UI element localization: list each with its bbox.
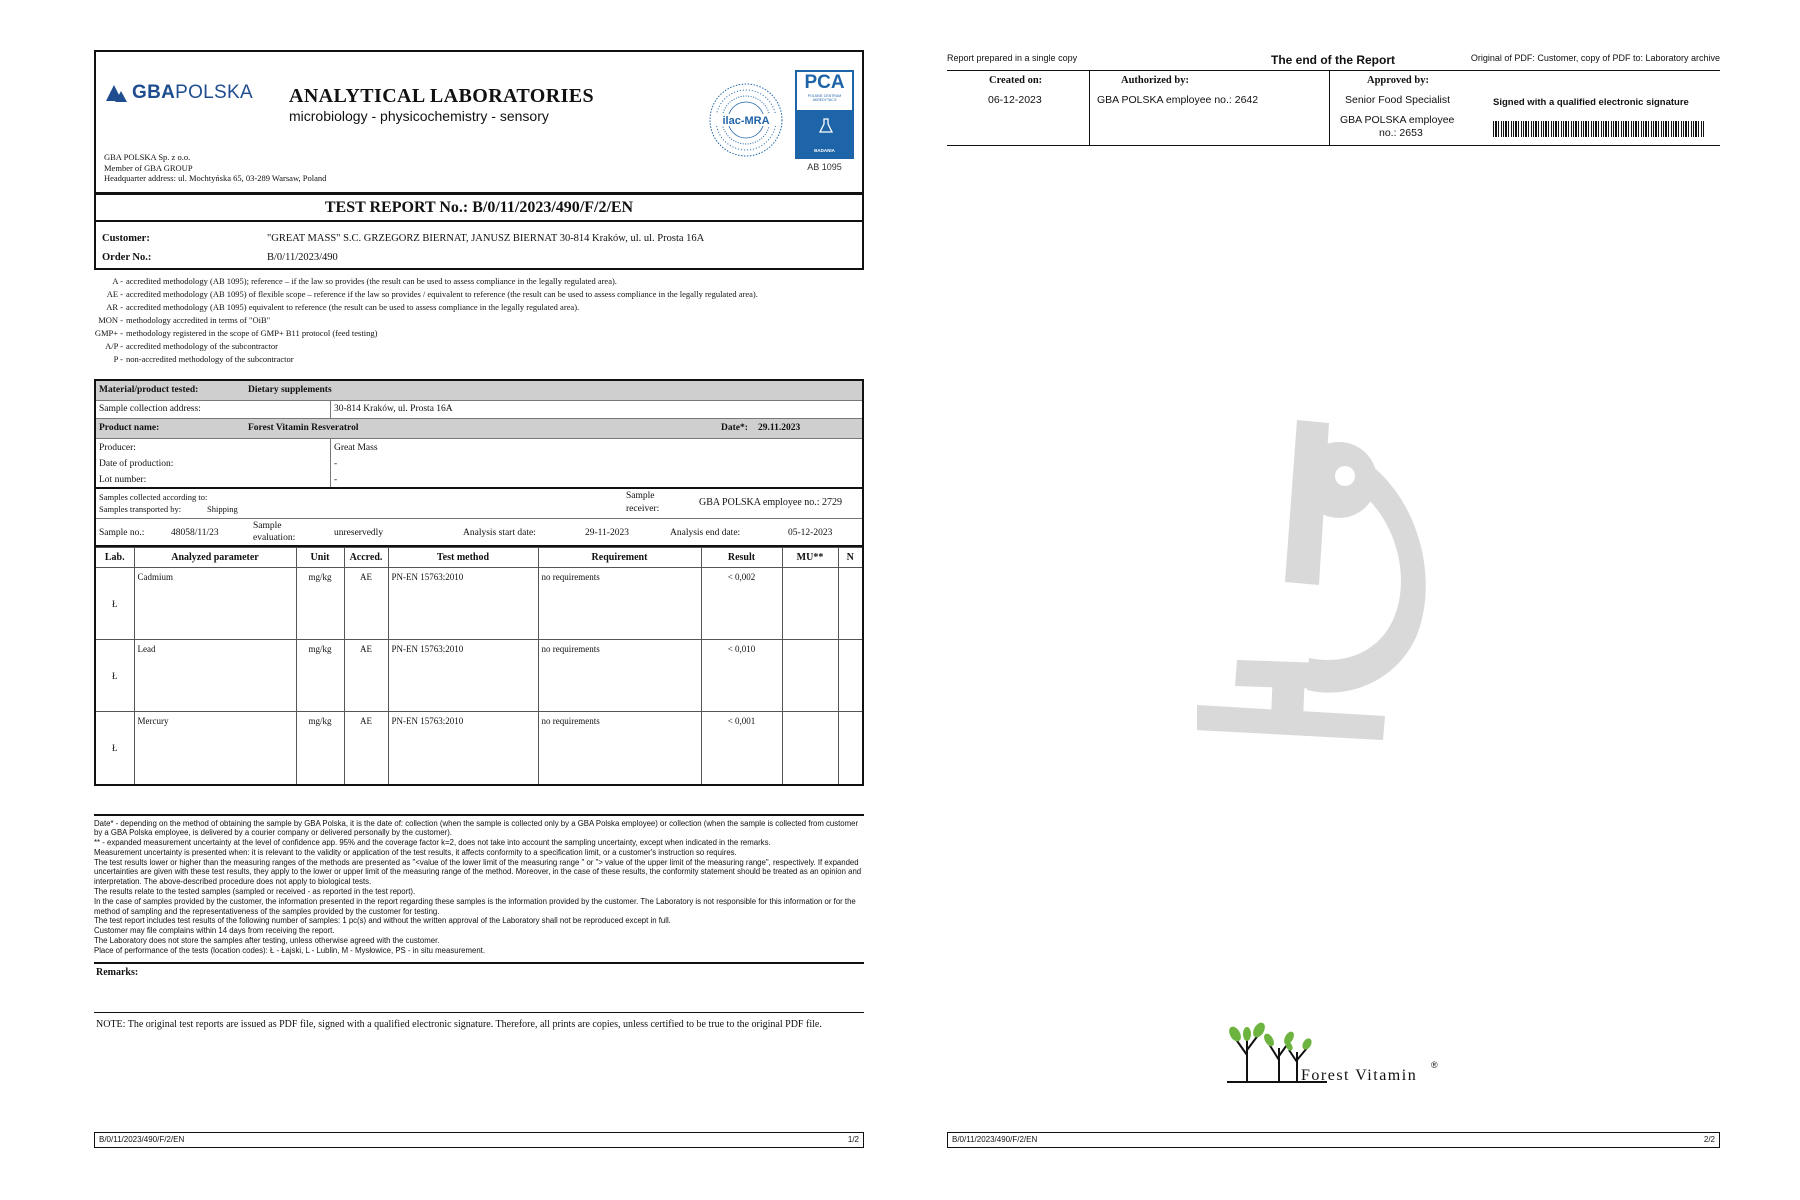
evaluation-label-1: Sample [253, 521, 282, 531]
note-line: Customer may file complains within 14 days from receiving the report. [94, 926, 335, 936]
table-row [96, 712, 862, 784]
signature-barcode [1493, 121, 1705, 137]
legend-description: methodology accredited in terms of "OiB" [126, 315, 271, 325]
cell-method: PN-EN 15763:2010 [388, 640, 538, 712]
column-header: MU** [782, 548, 838, 568]
lot-value: - [334, 475, 338, 485]
note-line: ** - expanded measurement uncertainty at the level of confidence app. 95% and the coverage factor k=2, does not take into account the sampling uncertainty, except when indicated in the remarks. [94, 838, 771, 848]
legend-description: accredited methodology (AB 1095); reference – if the law so provides (the result can be used to assess compliance in the legally regulated area). [126, 276, 617, 286]
company-group: Member of GBA GROUP [104, 162, 193, 173]
footer-page-number: 2/2 [1703, 1135, 1715, 1144]
approval-block [947, 70, 1720, 146]
receiver-value: GBA POLSKA employee no.: 2729 [699, 497, 843, 508]
gba-polska-logo [106, 82, 253, 104]
cell-parameter: Lead [134, 640, 296, 712]
ilac-mra-logo [708, 82, 784, 158]
report-page-2 [947, 50, 1720, 1160]
created-value: 06-12-2023 [988, 94, 1042, 106]
column-header: Result [701, 548, 782, 568]
cell-unit: mg/kg [296, 568, 344, 640]
lab-title: ANALYTICAL LABORATORIES [289, 85, 595, 107]
note-line: Date* - depending on the method of obtaining the sample by GBA Polska, it is the date of: collection (when the sample is collected only by a GBA Polska employee) or collection (when the sample is collected from customer by a GBA Polska employee, is delivered by a courier company or delivered personally by the customer). [94, 818, 859, 838]
end-of-report-title: The end of the Report [1271, 53, 1395, 67]
company-info [104, 152, 326, 184]
note-line: In the case of samples provided by the customer, the information presented in the report regarding these samples is the information provided by the customer. The Laboratory is not responsible for this information or for the method of sampling and the representativeness of the samples provided by the customer for testing. [94, 896, 856, 916]
cell-unit: mg/kg [296, 640, 344, 712]
table-row [96, 568, 862, 640]
column-header: N [838, 548, 862, 568]
signature-note: Signed with a qualified electronic signature [1493, 97, 1689, 108]
cell-method: PN-EN 15763:2010 [388, 712, 538, 784]
legend-row [94, 289, 864, 300]
cell-mu [782, 568, 838, 640]
note-line: The test results lower or higher than the measuring ranges of the methods are presented as "<value of the lower limit of the measuring range " or "> value of the upper limit of the measuring range", respectively. If expanded uncertainties are given with these test results, they apply to the lower or upper limit of the measuring range of the method. Moreover, in the case of these results, the conformity statement should be treated as an opinion and interpretation. The above-described procedure does not apply to biological tests. [94, 857, 862, 887]
pca-letters: PCA [804, 72, 845, 93]
report-header [94, 50, 864, 194]
remarks-section [94, 962, 864, 1012]
company-address: Headquarter address: ul. Mochtyńska 65, 03-289 Warsaw, Poland [104, 173, 327, 183]
cell-parameter: Cadmium [134, 568, 296, 640]
original-pdf-note: Original of PDF: Customer, copy of PDF to: Laboratory archive [1470, 53, 1720, 63]
column-header: Test method [388, 548, 538, 568]
sample-table [94, 379, 864, 786]
collection-label: Sample collection address: [99, 404, 201, 414]
legend-description: accredited methodology (AB 1095) of flexible scope – reference if the law so provides / equivalent to reference (the result can be used to assess compliance in the legally regulated area). [126, 289, 758, 299]
report-title: TEST REPORT No.: B/0/11/2023/490/F/2/EN [94, 192, 864, 222]
cell-requirement: no requirements [538, 568, 701, 640]
report-notes [94, 814, 864, 956]
legend-description: accredited methodology (AB 1095) equivalent to reference (the result can be used to assess compliance in the legally regulated area). [126, 302, 580, 312]
order-label: Order No.: [102, 252, 152, 263]
legend-code: MON - [98, 315, 123, 325]
cell-n [838, 640, 862, 712]
material-value: Dietary supplements [248, 385, 332, 395]
note-line: The Laboratory does not store the samples after testing, unless otherwise agreed with the customer. [94, 936, 440, 946]
cell-requirement: no requirements [538, 712, 701, 784]
legend-row [94, 276, 864, 287]
customer-value: "GREAT MASS" S.C. GRZEGORZ BIERNAT, JANUSZ BIERNAT 30-814 Kraków, ul. ul. Prosta 16A [267, 233, 705, 244]
approved-value-1: GBA POLSKA employee [1340, 114, 1455, 126]
start-date-label: Analysis start date: [463, 528, 536, 538]
product-label: Product name: [99, 423, 160, 433]
date-label: Date*: [721, 423, 748, 433]
column-header: Lab. [96, 548, 134, 568]
material-label: Material/product tested: [99, 385, 199, 395]
note-line: Place of performance of the tests (location codes): Ł - Łajski, L - Lublin, M - Mysłowice, PS - in situ measurement. [94, 945, 486, 955]
legend-code: P - [113, 354, 123, 364]
page-footer-2 [947, 1132, 1720, 1148]
receiver-label-1: Sample [626, 491, 655, 501]
cell-n [838, 568, 862, 640]
column-header: Accred. [344, 548, 388, 568]
gba-triangle-icon [106, 83, 128, 103]
brand-name: Forest Vitamin [1301, 1067, 1418, 1084]
report-end-header [947, 50, 1720, 67]
legend-row [94, 354, 864, 365]
sample-no-value: 48058/11/23 [171, 528, 219, 538]
cell-parameter: Mercury [134, 712, 296, 784]
column-header: Analyzed parameter [134, 548, 296, 568]
brand-registered-mark: ® [1431, 1060, 1438, 1070]
flask-icon [819, 118, 833, 134]
forest-vitamin-logo [1217, 1000, 1447, 1090]
cell-mu [782, 712, 838, 784]
transported-value: Shipping [207, 504, 238, 514]
date-value: 29.11.2023 [758, 423, 801, 433]
sample-no-label: Sample no.: [99, 528, 145, 538]
lot-label: Lot number: [99, 475, 147, 485]
legend-code: AR - [106, 302, 123, 312]
footer-doc-id: B/0/11/2023/490/F/2/EN [99, 1135, 185, 1144]
producer-label: Producer: [99, 443, 136, 453]
legend-row [94, 302, 864, 313]
single-copy-note: Report prepared in a single copy [947, 53, 1078, 63]
column-header: Unit [296, 548, 344, 568]
pca-subtext: POLSKIE CENTRUM AKREDYTACJI [807, 94, 842, 102]
company-name: GBA POLSKA Sp. z o.o. [104, 152, 191, 162]
end-date-label: Analysis end date: [670, 528, 741, 538]
results-table [96, 547, 862, 784]
legend-code: GMP+ - [94, 328, 123, 338]
legend-description: methodology registered in the scope of GMP+ B11 protocol (feed testing) [126, 328, 378, 338]
accreditation-code: AB 1095 [807, 162, 842, 172]
logo-text-bold: GBA [132, 82, 176, 103]
evaluation-label-2: evaluation: [253, 533, 296, 543]
evaluation-value: unreservedly [334, 528, 384, 538]
pca-accreditation-logo [795, 70, 854, 159]
logo-text-light: POLSKA [175, 82, 253, 103]
transported-label: Samples transported by: [99, 504, 182, 514]
cell-method: PN-EN 15763:2010 [388, 568, 538, 640]
legend-code: AE - [106, 289, 123, 299]
cell-accred: AE [344, 640, 388, 712]
pca-badania: BADANIA [814, 148, 835, 153]
note-line: Measurement uncertainty is presented when: it is relevant to the validity or application of the test results, it affects conformity to a specification limit, or a customer's instruction so requires. [94, 847, 737, 857]
cell-accred: AE [344, 568, 388, 640]
legend-row [94, 328, 864, 339]
table-row [96, 640, 862, 712]
remarks-label: Remarks: [96, 966, 139, 978]
cell-requirement: no requirements [538, 640, 701, 712]
approved-label: Approved by: [1367, 75, 1429, 86]
customer-box [94, 220, 864, 270]
legend-code: A/P - [105, 341, 123, 351]
legend-row [94, 315, 864, 326]
legend-row [94, 341, 864, 352]
producer-value: Great Mass [334, 443, 378, 453]
customer-label: Customer: [102, 233, 150, 244]
cell-result: < 0,001 [701, 712, 782, 784]
column-header: Requirement [538, 548, 701, 568]
note-line: The test report includes test results of the following number of samples: 1 pc(s) and without the written approval of the Laboratory shall not be reproduced except in full. [94, 916, 671, 926]
start-date-value: 29-11-2023 [585, 528, 629, 538]
cell-n [838, 712, 862, 784]
cell-unit: mg/kg [296, 712, 344, 784]
production-value: - [334, 459, 338, 469]
order-value: B/0/11/2023/490 [267, 252, 338, 263]
accreditation-legend [94, 276, 864, 365]
end-date-value: 05-12-2023 [788, 528, 833, 538]
footer-doc-id: B/0/11/2023/490/F/2/EN [952, 1135, 1038, 1144]
legend-description: accredited methodology of the subcontractor [126, 341, 278, 351]
report-page-1 [94, 50, 864, 1144]
pdf-notice: NOTE: The original test reports are issued as PDF file, signed with a qualified electronic signature. Therefore, all prints are copies, unless certified to be true to the original PDF file. [94, 1012, 864, 1031]
cell-lab: Ł [96, 712, 134, 784]
approved-value-2: no.: 2653 [1379, 127, 1423, 139]
page-footer-1 [94, 1132, 864, 1148]
footer-page-number: 1/2 [847, 1135, 859, 1144]
cell-accred: AE [344, 712, 388, 784]
approved-role: Senior Food Specialist [1345, 94, 1451, 106]
cell-lab: Ł [96, 568, 134, 640]
legend-description: non-accredited methodology of the subcontractor [126, 354, 294, 364]
cell-lab: Ł [96, 640, 134, 712]
production-label: Date of production: [99, 459, 174, 469]
collection-value: 30-814 Kraków, ul. Prosta 16A [334, 404, 453, 414]
receiver-label-2: receiver: [626, 504, 660, 514]
authorized-label: Authorized by: [1121, 75, 1189, 86]
ilac-text: ilac-MRA [722, 115, 770, 127]
cell-mu [782, 640, 838, 712]
lab-subtitle: microbiology - physicochemistry - sensory [289, 108, 549, 124]
microscope-watermark-icon [1197, 420, 1487, 800]
created-label: Created on: [989, 75, 1043, 86]
product-value: Forest Vitamin Resveratrol [248, 423, 359, 433]
cell-result: < 0,002 [701, 568, 782, 640]
legend-code: A - [112, 276, 123, 286]
note-line: The results relate to the tested samples (sampled or received - as reported in the test report). [94, 887, 416, 897]
collected-label: Samples collected according to: [99, 492, 208, 502]
cell-result: < 0,010 [701, 640, 782, 712]
authorized-value: GBA POLSKA employee no.: 2642 [1097, 94, 1259, 106]
